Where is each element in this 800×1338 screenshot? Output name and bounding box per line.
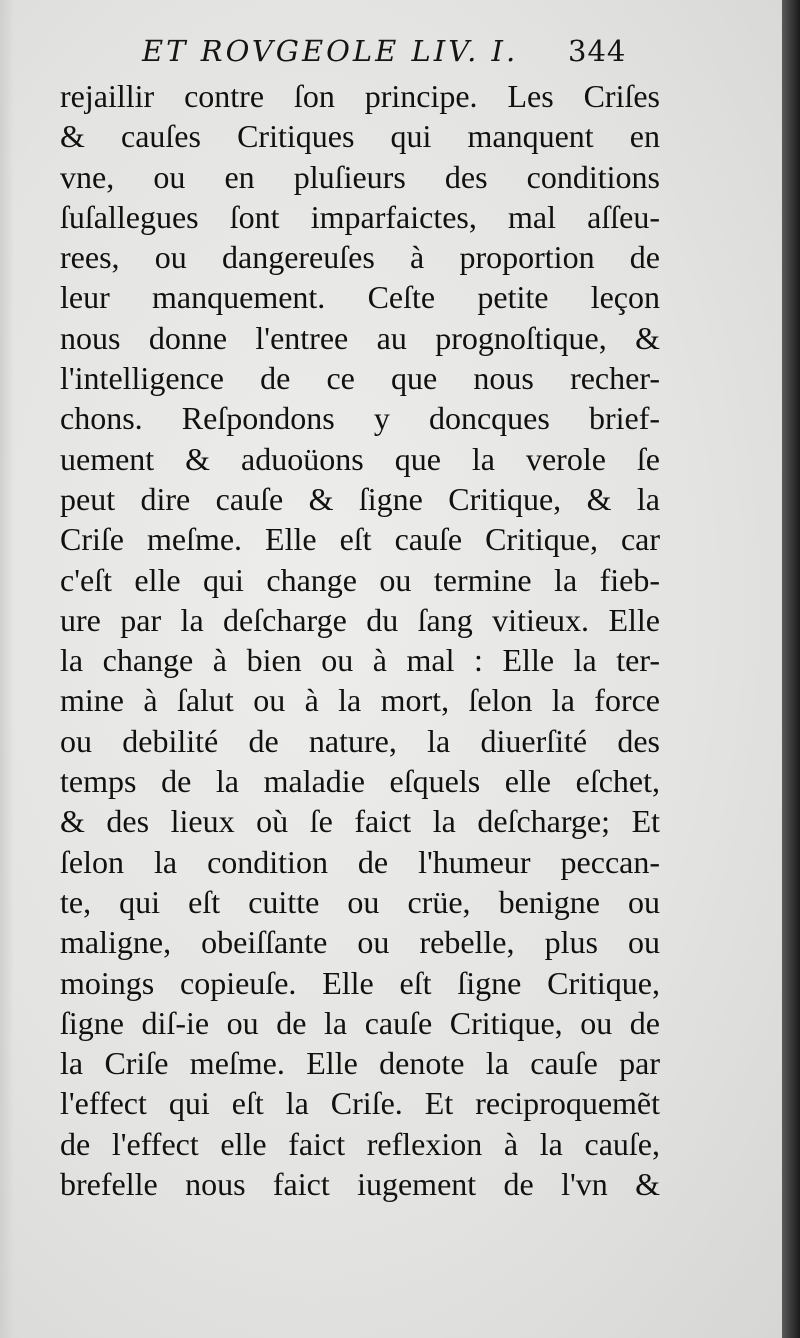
text-line: & cauſes Critiques qui manquent en <box>60 118 660 155</box>
text-line: c'eſt elle qui change ou termine la fieb- <box>60 561 660 598</box>
text-line: ſigne diſ-ie ou de la cauſe Critique, ou de <box>60 1004 660 1041</box>
text-line: ſelon la condition de l'humeur peccan- <box>60 843 660 880</box>
text-line: maligne, obeiſſante ou rebelle, plus ou <box>60 924 660 961</box>
text-line: brefelle nous faict iugement de l'vn & <box>60 1166 660 1203</box>
text-line: chons. Reſpondons y doncques brief- <box>60 400 660 437</box>
text-line: mine à ſalut ou à la mort, ſelon la force <box>60 682 660 719</box>
text-line: de l'effect elle faict reflexion à la cauſe, <box>60 1125 660 1162</box>
text-line: & des lieux où ſe faict la deſcharge; Et <box>60 803 660 840</box>
text-line: leur manquement. Ceſte petite leçon <box>60 279 660 316</box>
page-number: 344 <box>568 34 627 68</box>
text-line: rejaillir contre ſon principe. Les Criſes <box>60 78 660 114</box>
body-text <box>60 76 660 1204</box>
text-line: vne, ou en pluſieurs des conditions <box>60 158 660 195</box>
text-line: temps de la maladie eſquels elle eſchet, <box>60 763 660 800</box>
text-line: ſuſallegues ſont imparfaictes, mal aſſeu- <box>60 198 660 235</box>
text-line: ou debilité de nature, la diuerſité des <box>60 722 660 759</box>
text-line: uement & aduoüons que la verole ſe <box>60 440 660 477</box>
text-line: nous donne l'entree au prognoſtique, & <box>60 319 660 356</box>
text-line: l'intelligence de ce que nous recher- <box>60 360 660 397</box>
text-line: la change à bien ou à mal : Elle la ter- <box>60 642 660 679</box>
text-line: la Criſe meſme. Elle denote la cauſe par <box>60 1045 660 1082</box>
gutter-shadow <box>0 0 14 1338</box>
text-line: peut dire cauſe & ſigne Critique, & la <box>60 480 660 517</box>
text-line: te, qui eſt cuitte ou crüe, benigne ou <box>60 883 660 920</box>
text-line: moings copieuſe. Elle eſt ſigne Critique, <box>60 964 660 1001</box>
text-line: rees, ou dangereuſes à proportion de <box>60 239 660 276</box>
text-line: l'effect qui eſt la Criſe. Et reciproquemẽt <box>60 1085 660 1122</box>
running-head: ET ROVGEOLE LIV. I. <box>142 34 519 68</box>
text-line: Criſe meſme. Elle eſt cauſe Critique, car <box>60 521 660 558</box>
page-edge <box>782 0 800 1338</box>
page-header <box>142 34 662 74</box>
text-line: ure par la deſcharge du ſang vitieux. Elle <box>60 601 660 638</box>
